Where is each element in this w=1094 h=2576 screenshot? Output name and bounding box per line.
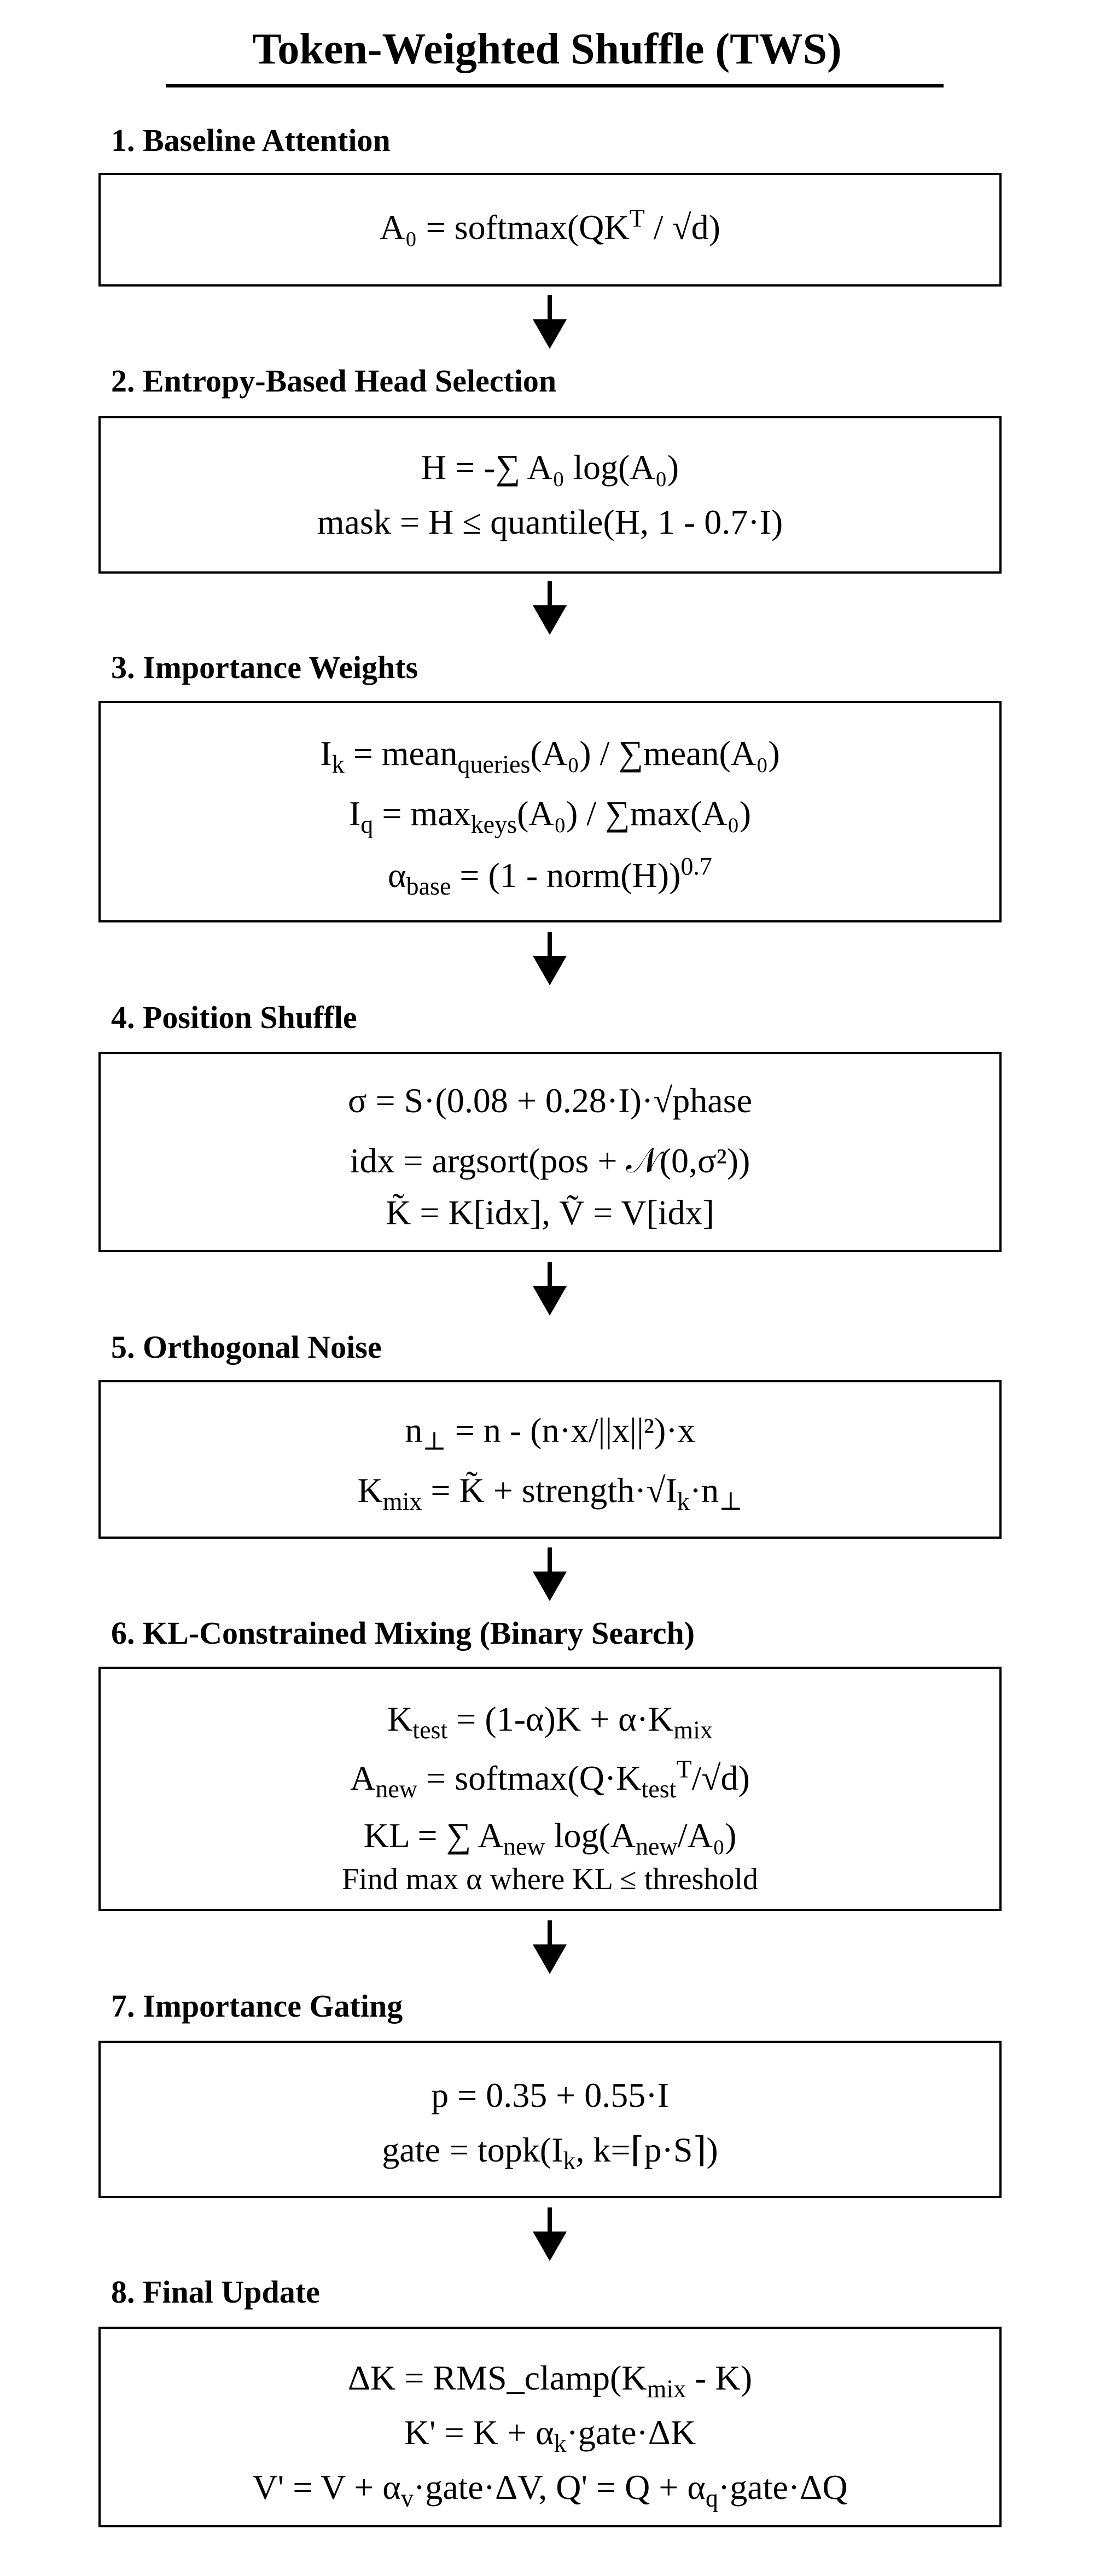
step-8-eq-1: $\Delta K = RMS\_clamp(K_{mix} - K)$ xyxy=(347,2358,753,2403)
arrow-down-icon xyxy=(531,2207,569,2262)
step-8-heading: 8. Final Update xyxy=(111,2274,320,2310)
step-8-box xyxy=(98,2327,1002,2527)
diagram-title: Token-Weighted Shuffle (TWS) xyxy=(252,25,842,73)
step-3-eq-1: $I_k$ = mean$_{queries}$(A₀) / ∑mean(A₀) xyxy=(320,734,780,778)
step-6-eq-4: Find max α where KL ≤ threshold xyxy=(342,1862,758,1896)
step-4-eq-3: K̃ = K[idx], Ṽ = V[idx] xyxy=(386,1193,714,1232)
step-4-box xyxy=(98,1052,1002,1252)
step-6-heading: 6. KL-Constrained Mixing (Binary Search) xyxy=(111,1615,695,1651)
step-4-heading: 4. Position Shuffle xyxy=(111,1000,357,1035)
step-6-eq-3: KL = ∑ $A_{new}$ $\log(A_{new}/A_0)$ xyxy=(363,1816,737,1860)
step-3-heading: 3. Importance Weights xyxy=(111,650,418,685)
step-2-eq-1: H = -∑ A₀ log(A₀) xyxy=(421,448,679,487)
step-5-box xyxy=(98,1380,1002,1539)
step-3-eq-2: $I_q = \max_{keys}(A_0) / \sum\max(A_0)$ xyxy=(348,794,751,838)
step-7-eq-2: gate = $topk(I_k$, k=⌈p·S⌉) xyxy=(382,2130,718,2175)
step-6-eq-2: $A_{new}$ = $softmax(Q\cdot K_{test}^T/√d)$ xyxy=(350,1755,750,1803)
step-4-eq-2: idx = argsort(pos + 𝒩(0,σ²)) xyxy=(350,1141,750,1180)
step-8-eq-2: $K' = K + \alpha_k\cdot gate\cdot\Delta K$ xyxy=(404,2413,696,2457)
step-7-heading: 7. Importance Gating xyxy=(111,1988,403,2024)
arrow-down-icon xyxy=(531,295,569,350)
step-2-heading: 2. Entropy-Based Head Selection xyxy=(111,363,557,399)
arrow-down-icon xyxy=(531,581,569,636)
step-5-heading: 5. Orthogonal Noise xyxy=(111,1329,382,1365)
step-3-box xyxy=(98,701,1002,922)
title-underline xyxy=(166,84,944,87)
arrow-down-icon xyxy=(531,1920,569,1975)
step-1-heading: 1. Baseline Attention xyxy=(111,122,391,158)
step-2-eq-2: mask = H ≤ quantile(H, 1 - 0.7·I) xyxy=(317,503,783,541)
step-7-eq-1: p = 0.35 + 0.55·I xyxy=(431,2076,669,2114)
step-5-eq-2: $K_{mix}$ = K̃ + $strength\cdot√I_k\cdot n_\perp$ xyxy=(357,1471,743,1515)
arrow-down-icon xyxy=(531,1262,569,1317)
step-4-eq-1: σ = S·(0.08 + 0.28·I)·√phase xyxy=(348,1081,752,1120)
arrow-down-icon xyxy=(531,1547,569,1602)
step-7-box xyxy=(98,2041,1002,2198)
step-8-eq-3: $V' = V + \alpha_v\cdot gate\cdot\Delta V$, $Q' = Q + \alpha_q\cdot gate\cdot\Delta Q$ xyxy=(252,2468,848,2512)
step-3-eq-3: $\alpha_{base} = (1$ - norm(H))$^{0.7}$ xyxy=(388,852,712,900)
step-6-eq-1: $K_{test} = (1-\alpha)K + \alpha\cdot K_{mix}$ xyxy=(387,1699,713,1744)
step-5-eq-1: $n_\perp = n - (n\cdot x/||x||^2)\cdot x$ xyxy=(405,1411,695,1455)
step-1-box xyxy=(98,173,1002,287)
arrow-down-icon xyxy=(531,932,569,986)
step-6-box xyxy=(98,1667,1002,1911)
step-1-eq-1: $A_0 = softmax(QK^T / √d)$ xyxy=(380,204,720,247)
step-2-box xyxy=(98,416,1002,574)
